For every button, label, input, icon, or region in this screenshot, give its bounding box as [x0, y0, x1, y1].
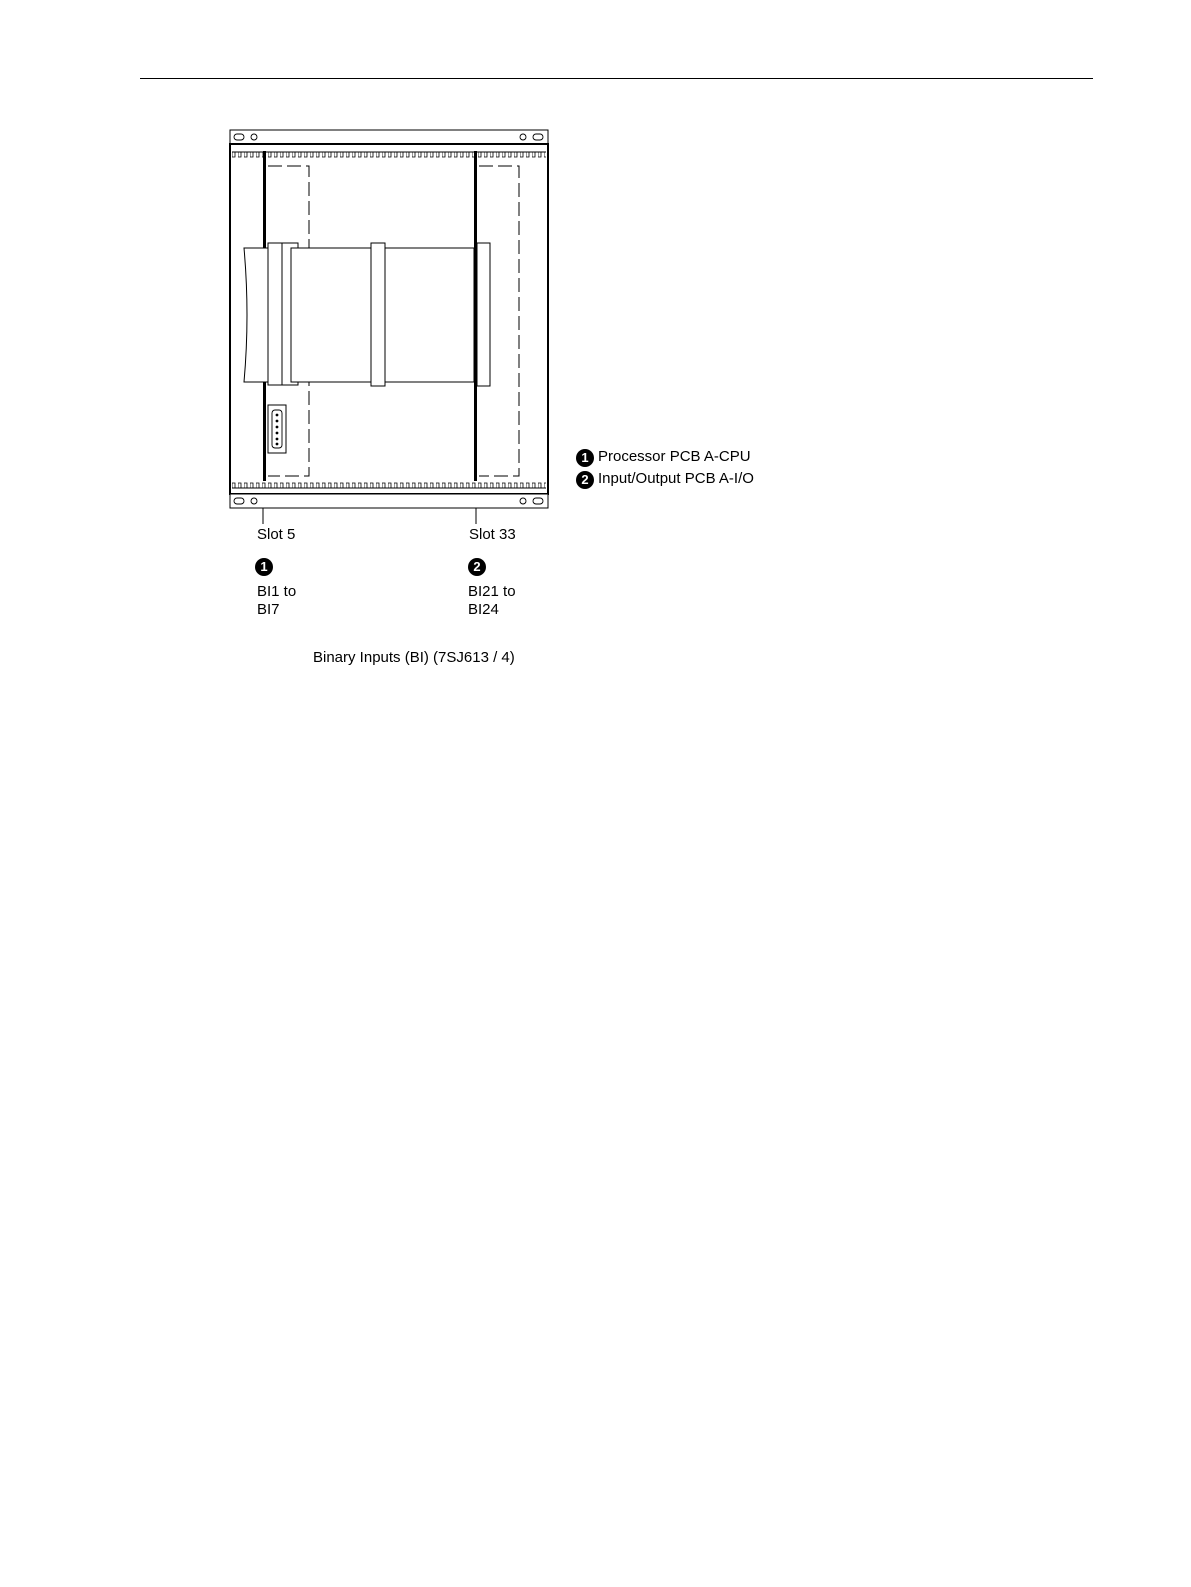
slot-number-badge: 2: [468, 558, 486, 576]
slot-bi-range: BI21 to: [468, 583, 516, 600]
sub-d-connector: [268, 405, 286, 453]
legend-number-badge: 2: [576, 471, 594, 489]
legend-label: Input/Output PCB A-I/O: [598, 470, 754, 487]
legend-number-badge: 1: [576, 449, 594, 467]
top-mounting-rail: [230, 130, 548, 144]
slot-bi-range: BI1 to: [257, 583, 297, 600]
slot-label: Slot 33: [469, 526, 516, 543]
figure-caption: Binary Inputs (BI) (7SJ613 / 4): [313, 649, 515, 666]
bottom-mounting-rail: [230, 494, 548, 508]
slot-bi-range: BI24: [468, 601, 499, 618]
ribbon-cable: [244, 243, 490, 386]
slot-number-badge: 1: [255, 558, 273, 576]
slot-label: Slot 5: [257, 526, 296, 543]
rack-diagram: [0, 0, 1191, 700]
slot-bi-range: BI7: [257, 601, 280, 618]
legend-label: Processor PCB A-CPU: [598, 448, 751, 465]
